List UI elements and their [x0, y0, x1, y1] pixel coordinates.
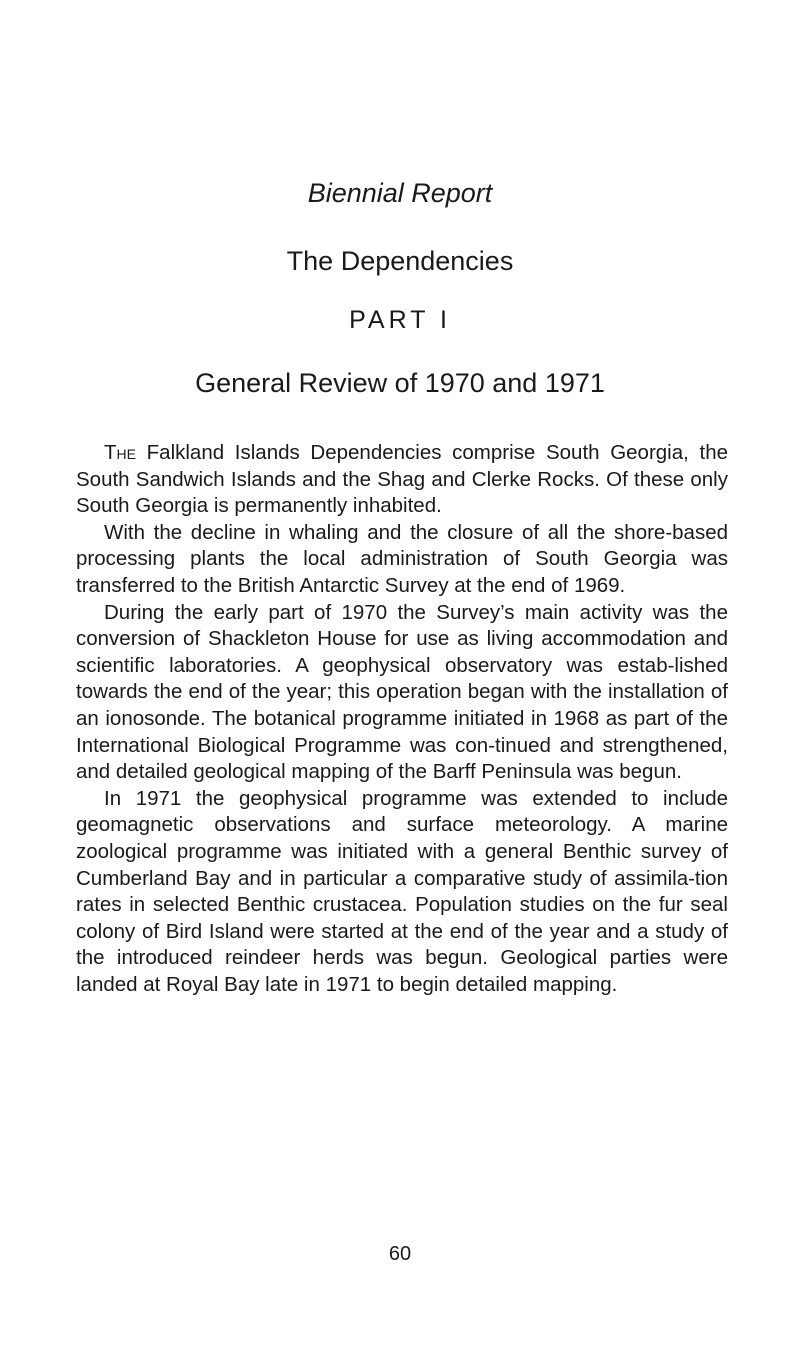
review-heading: General Review of 1970 and 1971	[195, 368, 605, 398]
paragraph-1-lead: The	[104, 441, 136, 464]
running-title: Biennial Report	[307, 178, 493, 208]
page-number: 60	[388, 1243, 412, 1265]
paragraph-1	[76, 440, 728, 520]
part-label: PART I	[349, 306, 451, 334]
paragraph-4: In 1971 the geophysical programme was extended to include geomagnetic observations and surface meteorology. A marine zoological programme was initiated with a general Benthic survey of Cumberland Bay and in particular a comparative study of assimila-tion rates in selected Benthic crustacea. Population studies on the fur seal colony of Bird Island were started at the end of the year and a study of the introduced reindeer herds was begun. Geological parties were landed at Royal Bay late in 1971 to begin detailed mapping.	[76, 786, 728, 996]
paragraph-1-text: Falkland Islands Dependencies comprise South Georgia, the South Sandwich Islands and the Shag and Clerke Rocks. Of these only South Georgia is permanently inhabited.	[76, 441, 728, 518]
body-text	[76, 440, 728, 998]
paragraph-3: During the early part of 1970 the Survey’s main activity was the conversion of Shackleton House for use as living accommodation and scientific laboratories. A geophysical observatory was estab-lished towards the end of the year; this operation began with the installation of an ionosonde. The botanical programme initiated in 1968 as part of the International Biological Programme was con-tinued and strengthened, and detailed geological mapping of the Barff Peninsula was begun.	[76, 600, 728, 784]
section-title: The Dependencies	[286, 246, 514, 276]
paragraph-2: With the decline in whaling and the closure of all the shore-based processing plants the local administration of South Georgia was transferred to the British Antarctic Survey at the end of 1969.	[76, 520, 728, 597]
